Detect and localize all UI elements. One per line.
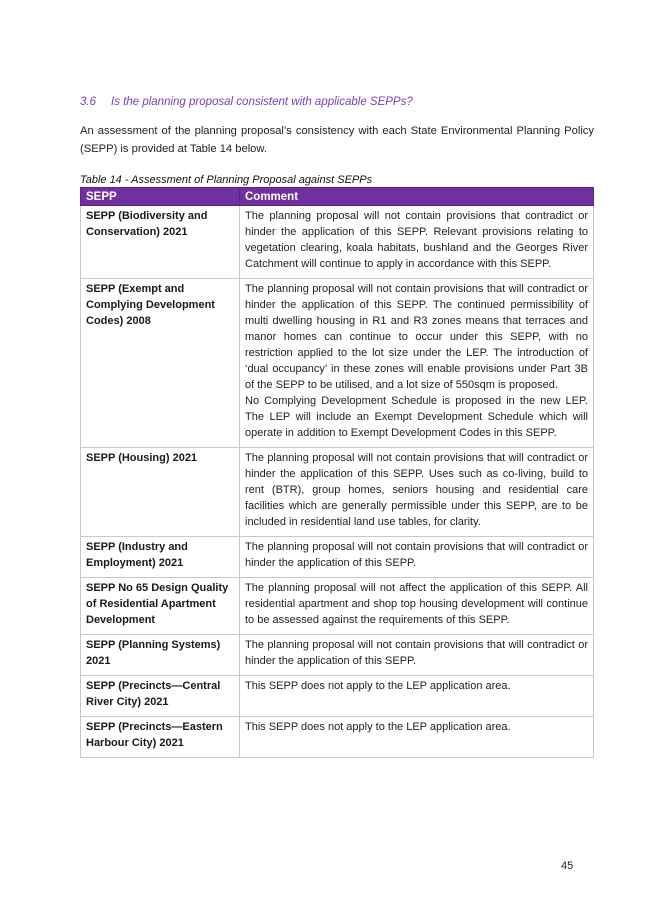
sepp-name: SEPP (Precincts—Eastern Harbour City) 2021 [81, 717, 240, 758]
section-number: 3.6 [80, 96, 96, 108]
sepp-name: SEPP (Biodiversity and Conservation) 2021 [81, 206, 240, 279]
table-header-row [81, 188, 594, 206]
section-heading [80, 96, 413, 108]
table-row [81, 578, 594, 635]
comment-paragraph: The planning proposal will not contain provisions that will contradict or hinder the application of this SEPP. The continued permissibility of multi dwelling housing in R1 and R3 zones means that terraces and manor homes can continue to occur under this SEPP, with no restriction applied to the lot size under the LEP. The introduction of ‘dual occupancy’ in these zones will enable provisions under Part 3B of the SEPP to be utilised, and a lot size of 550sqm is proposed. [245, 283, 588, 391]
sepp-comment [240, 448, 594, 537]
table-row [81, 279, 594, 448]
sepp-comment [240, 578, 594, 635]
comment-paragraph: The planning proposal will not contain provisions that contradict or hinder the application of this SEPP. Relevant provisions relating to vegetation clearing, koala habitats, bushland and the Georges River Catchment will continue to apply in accordance with this SEPP. [245, 210, 588, 270]
comment-paragraph: The planning proposal will not contain provisions that will contradict or hinder the application of this SEPP. [245, 639, 588, 667]
table-row [81, 206, 594, 279]
comment-paragraph: This SEPP does not apply to the LEP application area. [245, 721, 511, 733]
sepp-comment [240, 717, 594, 758]
sepp-name: SEPP (Exempt and Complying Development Codes) 2008 [81, 279, 240, 448]
page-number: 45 [561, 860, 574, 872]
sepp-assessment-table [80, 187, 594, 758]
header-comment: Comment [240, 188, 594, 206]
section-title: Is the planning proposal consistent with applicable SEPPs? [111, 96, 413, 108]
sepp-name: SEPP No 65 Design Quality of Residential Apartment Development [81, 578, 240, 635]
table-row [81, 537, 594, 578]
comment-paragraph: The planning proposal will not contain provisions that will contradict or hinder the application of this SEPP. [245, 541, 588, 569]
intro-paragraph: An assessment of the planning proposal’s consistency with each State Environmental Planning Policy (SEPP) is provided at Table 14 below. [80, 125, 594, 155]
sepp-comment [240, 537, 594, 578]
sepp-comment [240, 279, 594, 448]
sepp-comment [240, 206, 594, 279]
sepp-name: SEPP (Housing) 2021 [81, 448, 240, 537]
sepp-comment [240, 635, 594, 676]
comment-paragraph: The planning proposal will not affect the application of this SEPP. All residential apartment and shop top housing development will continue to be assessed against the requirements of this SEPP. [245, 582, 588, 626]
sepp-name: SEPP (Planning Systems) 2021 [81, 635, 240, 676]
table-row [81, 448, 594, 537]
comment-paragraph: This SEPP does not apply to the LEP application area. [245, 680, 511, 692]
sepp-name: SEPP (Industry and Employment) 2021 [81, 537, 240, 578]
comment-paragraph: The planning proposal will not contain provisions that will contradict or hinder the application of this SEPP. Uses such as co-living, build to rent (BTR), group homes, seniors housing and residential care facilities which are generally permissible under this SEPP, are to be included in residential land use tables, for clarity. [245, 452, 588, 528]
table-row [81, 676, 594, 717]
header-sepp: SEPP [81, 188, 240, 206]
comment-paragraph: No Complying Development Schedule is proposed in the new LEP. The LEP will include an Exempt Development Schedule which will operate in addition to Exempt Development Codes in this SEPP. [245, 395, 588, 439]
table-row [81, 635, 594, 676]
sepp-name: SEPP (Precincts—Central River City) 2021 [81, 676, 240, 717]
sepp-comment [240, 676, 594, 717]
table-caption: Table 14 - Assessment of Planning Proposal against SEPPs [80, 174, 373, 186]
table-row [81, 717, 594, 758]
